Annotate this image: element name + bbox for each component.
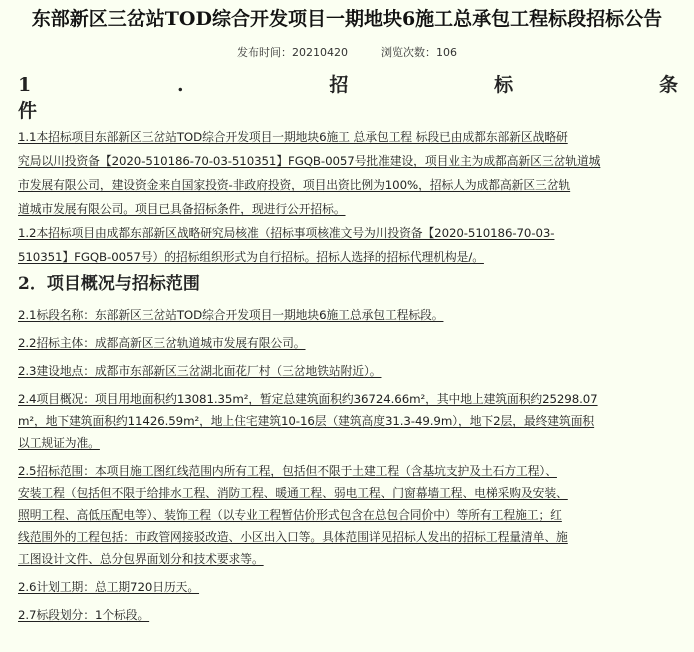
item-2-3: 2.3建设地点：成都市东部新区三岔湖北面花厂村（三岔地铁站附近）。 [18,364,382,378]
item-2-5 [18,460,678,570]
paragraph-line: 1.2本招标项目由成都东部新区战略研究局核准（招标事项核准文号为川投资备【2020-510186-70-03- [18,226,555,240]
paragraph-line: 道城市发展有限公司。项目已具备招标条件，现进行公开招标。 [18,202,346,216]
section2-heading: 2．项目概况与招标范围 [18,274,200,294]
item-2-2: 2.2招标主体：成都高新区三岔轨道城市发展有限公司。 [18,336,306,350]
item-line: 线范围外的工程包括：市政管网接驳改造、小区出入口等。具体范围详见招标人发出的招标工程量清单、施 [18,530,568,544]
heading-char: 招 [329,74,349,96]
item-line: 2.5招标范围：本项目施工图红线范围内所有工程，包括但不限于土建工程（含基坑支护及土石方工程）、 [18,464,557,478]
section1-heading-tail: 件 [18,100,38,122]
paragraph-1-2 [18,222,678,268]
paragraph-1-1 [18,126,678,220]
view-count: 浏览次数：106 [381,46,457,59]
item-2-1: 2.1标段名称：东部新区三岔站TOD综合开发项目一期地块6施工总承包工程标段。 [18,308,444,322]
paragraph-line: 510351】FGQB-0057号）的招标组织形式为自行招标。招标人选择的招标代理机构是/。 [18,250,484,264]
item-line: 以工规证为准。 [18,436,100,450]
item-2-6: 2.6计划工期：总工期720日历天。 [18,580,200,594]
heading-char: 1 [18,74,32,96]
paragraph-line: 究局以川投资备【2020-510186-70-03-510351】FGQB-0057号批准建设，项目业主为成都高新区三岔轨道城 [18,154,601,168]
item-2-7: 2.7标段划分：1个标段。 [18,608,150,622]
item-line: 2.4项目概况：项目用地面积约13081.35m²，暂定总建筑面积约36724.66m²，其中地上建筑面积约25298.07 [18,392,598,406]
article-body [0,70,694,626]
item-line: 安装工程（包括但不限于给排水工程、消防工程、暖通工程、弱电工程、门窗幕墙工程、电梯采购及安装、 [18,486,568,500]
item-line: m²，地下建筑面积约11426.59m²，地上住宅建筑10-16层（建筑高度31.3-49.9m），地下2层，最终建筑面积 [18,414,595,428]
page-title: 东部新区三岔站TOD综合开发项目一期地块6施工总承包工程标段招标公告 [31,8,663,30]
section1-heading [18,70,678,100]
heading-char: 标 [494,74,514,96]
item-line: 工图设计文件、总分包界面划分和技术要求等。 [18,552,264,566]
publish-time: 发布时间：20210420 [237,46,348,59]
heading-char: 条 [658,74,678,96]
paragraph-line: 1.1本招标项目东部新区三岔站TOD综合开发项目一期地块6施工 总承包工程 标段已由成都东部新区战略研 [18,130,568,144]
item-line: 照明工程、高低压配电等）、装饰工程（以专业工程暂估价形式包含在总包合同价中）等所有工程施工；红 [18,508,562,522]
meta-bar [0,38,694,68]
paragraph-line: 市发展有限公司，建设资金来自国家投资-非政府投资，项目出资比例为100%，招标人为成都高新区三岔轨 [18,178,571,192]
item-2-4 [18,388,678,454]
heading-char: . [177,74,184,96]
